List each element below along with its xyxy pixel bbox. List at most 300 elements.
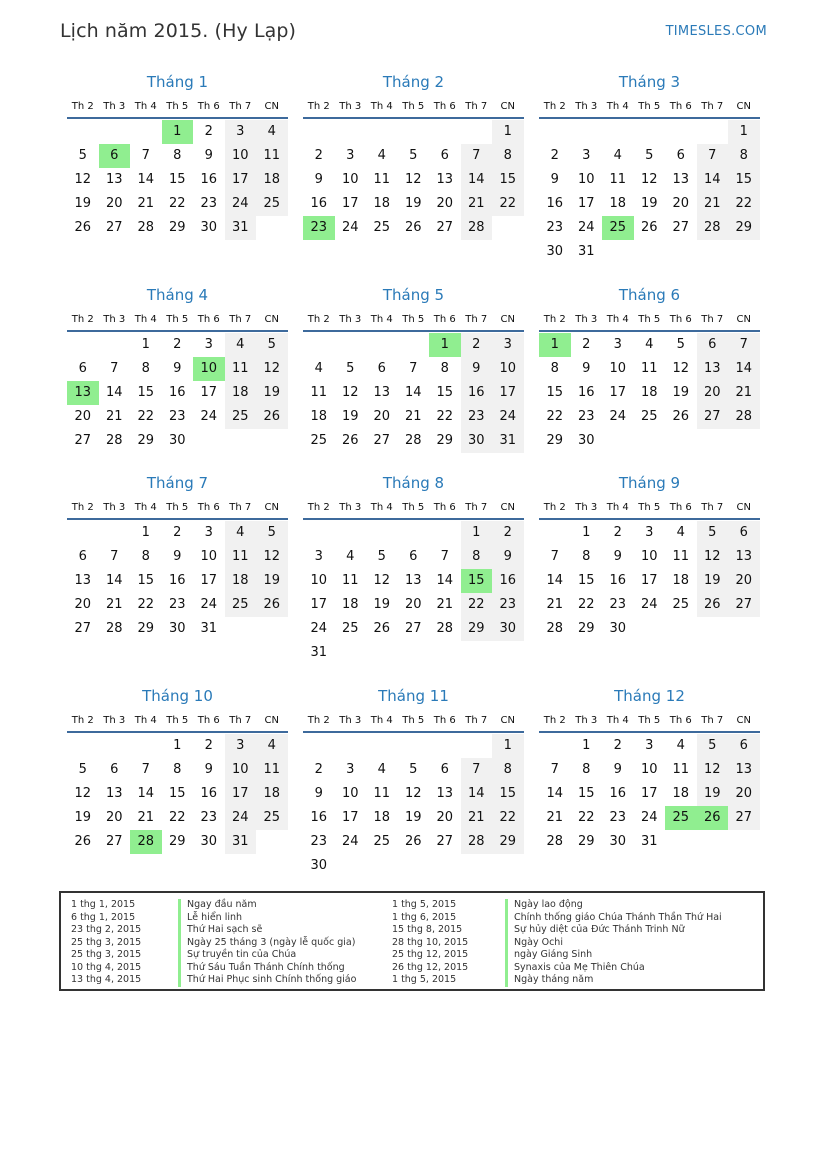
day-cell: 24: [225, 806, 257, 830]
day-cell: 10: [577, 172, 595, 187]
day-cell: 18: [640, 385, 658, 400]
holiday-day-cell: 15: [461, 569, 493, 593]
day-cell: 23: [200, 810, 218, 825]
weekday-label: Th 2: [307, 502, 330, 513]
empty-cell: [429, 521, 461, 545]
legend-date: 1 thg 1, 2015: [71, 899, 136, 910]
day-grid: [539, 120, 760, 264]
day-cell: 17: [609, 385, 627, 400]
day-cell: 23: [168, 409, 186, 424]
day-cell: 1: [492, 734, 524, 758]
legend-column-right-names: [505, 899, 722, 987]
day-cell: 13: [105, 786, 123, 801]
day-cell: 1: [492, 120, 524, 144]
day-cell: 8: [440, 361, 449, 376]
month-title: Tháng 8: [382, 474, 445, 492]
day-cell: 8: [141, 361, 150, 376]
weekday-label: Th 5: [402, 101, 425, 112]
day-cell: 8: [582, 762, 591, 777]
month-block: [303, 72, 524, 240]
day-grid: [67, 521, 288, 641]
day-cell: 24: [640, 810, 658, 825]
empty-cell: [99, 734, 131, 758]
day-cell: 29: [577, 621, 595, 636]
day-cell: 20: [697, 381, 729, 405]
legend-holiday-name: Synaxis của Mẹ Thiên Chúa: [505, 962, 722, 975]
day-cell: 27: [105, 220, 123, 235]
day-cell: 9: [550, 172, 559, 187]
legend-holiday-name: Ngay đầu năm: [178, 899, 356, 912]
weekday-label: Th 6: [433, 314, 456, 325]
day-cell: 26: [672, 409, 690, 424]
day-cell: 10: [341, 786, 359, 801]
weekday-label: CN: [736, 101, 751, 112]
day-cell: 7: [697, 144, 729, 168]
legend-column-left-names: [178, 899, 356, 987]
day-cell: 19: [74, 810, 92, 825]
day-cell: 6: [676, 148, 685, 163]
weekday-header: [303, 710, 524, 733]
day-cell: 29: [137, 433, 155, 448]
day-cell: 14: [137, 786, 155, 801]
empty-cell: [130, 734, 162, 758]
day-cell: 12: [256, 357, 288, 381]
holiday-day-cell: 1: [429, 333, 461, 357]
day-cell: 31: [492, 429, 524, 453]
day-cell: 4: [225, 521, 257, 545]
day-cell: 19: [404, 810, 422, 825]
day-cell: 17: [577, 196, 595, 211]
day-cell: 5: [645, 148, 654, 163]
day-cell: 27: [728, 806, 760, 830]
legend-date: 15 thg 8, 2015: [392, 924, 463, 935]
day-cell: 24: [310, 621, 328, 636]
day-cell: 8: [141, 549, 150, 564]
weekday-label: Th 7: [229, 715, 252, 726]
weekday-header: [303, 309, 524, 332]
page-title: Lịch năm 2015. (Hy Lạp): [60, 20, 297, 42]
day-cell: 2: [492, 521, 524, 545]
day-cell: 24: [609, 409, 627, 424]
day-cell: 12: [373, 573, 391, 588]
day-cell: 8: [550, 361, 559, 376]
weekday-label: Th 5: [638, 101, 661, 112]
day-cell: 6: [377, 361, 386, 376]
legend-holiday-name: Lễ hiển linh: [178, 912, 356, 925]
day-cell: 5: [377, 549, 386, 564]
day-cell: 2: [204, 738, 213, 753]
empty-cell: [571, 120, 603, 144]
day-cell: 22: [168, 196, 186, 211]
day-cell: 9: [204, 762, 213, 777]
day-cell: 27: [436, 834, 454, 849]
day-grid: [539, 333, 760, 453]
day-cell: 9: [204, 148, 213, 163]
day-cell: 8: [582, 549, 591, 564]
day-cell: 7: [550, 549, 559, 564]
day-cell: 19: [74, 196, 92, 211]
day-cell: 5: [697, 734, 729, 758]
day-cell: 5: [409, 762, 418, 777]
day-cell: 22: [436, 409, 454, 424]
month-block: [303, 473, 524, 665]
day-cell: 24: [225, 192, 257, 216]
day-cell: 22: [168, 810, 186, 825]
day-cell: 2: [204, 124, 213, 139]
day-cell: 4: [613, 148, 622, 163]
day-cell: 14: [105, 573, 123, 588]
month-block: [67, 285, 288, 453]
empty-cell: [634, 120, 666, 144]
day-cell: 4: [645, 337, 654, 352]
day-cell: 1: [582, 525, 591, 540]
day-cell: 13: [436, 786, 454, 801]
weekday-label: Th 2: [71, 101, 94, 112]
empty-cell: [398, 120, 430, 144]
day-cell: 20: [373, 409, 391, 424]
day-cell: 11: [256, 144, 288, 168]
day-cell: 14: [697, 168, 729, 192]
day-cell: 23: [577, 409, 595, 424]
day-cell: 17: [341, 810, 359, 825]
site-logo[interactable]: TIMESLES.COM: [665, 24, 767, 39]
weekday-label: CN: [736, 314, 751, 325]
day-cell: 15: [577, 786, 595, 801]
day-cell: 1: [728, 120, 760, 144]
legend-holiday-name: Chính thống giáo Chúa Thánh Thần Thứ Hai: [505, 912, 722, 925]
empty-cell: [697, 120, 729, 144]
day-cell: 3: [314, 549, 323, 564]
day-cell: 17: [640, 786, 658, 801]
empty-cell: [67, 521, 99, 545]
day-cell: 14: [461, 782, 493, 806]
day-cell: 8: [492, 144, 524, 168]
day-cell: 13: [74, 573, 92, 588]
legend-holiday-name: Ngày lao động: [505, 899, 722, 912]
day-cell: 12: [256, 545, 288, 569]
weekday-label: Th 2: [71, 314, 94, 325]
day-cell: 20: [74, 409, 92, 424]
weekday-label: Th 4: [134, 101, 157, 112]
day-cell: 23: [168, 597, 186, 612]
day-cell: 19: [256, 381, 288, 405]
day-cell: 16: [492, 569, 524, 593]
day-cell: 20: [728, 782, 760, 806]
holiday-day-cell: 25: [602, 216, 634, 240]
day-cell: 21: [461, 192, 493, 216]
day-cell: 11: [225, 357, 257, 381]
day-cell: 20: [74, 597, 92, 612]
month-title: Tháng 11: [378, 687, 449, 705]
legend-holiday-name: Ngày tháng năm: [505, 974, 722, 987]
day-cell: 5: [697, 521, 729, 545]
weekday-label: Th 2: [71, 502, 94, 513]
weekday-label: Th 7: [229, 314, 252, 325]
weekday-label: Th 6: [669, 101, 692, 112]
day-cell: 2: [173, 525, 182, 540]
day-cell: 21: [137, 196, 155, 211]
legend-date: 10 thg 4, 2015: [71, 961, 142, 973]
holiday-day-cell: 13: [67, 381, 99, 405]
day-cell: 27: [697, 405, 729, 429]
day-cell: 7: [409, 361, 418, 376]
month-title: Tháng 5: [382, 286, 445, 304]
day-cell: 2: [461, 333, 493, 357]
day-cell: 10: [341, 172, 359, 187]
legend-holiday-name: Sự truyền tin của Chúa: [178, 949, 356, 962]
day-cell: 6: [78, 361, 87, 376]
day-cell: 26: [373, 621, 391, 636]
weekday-label: Th 6: [669, 314, 692, 325]
day-cell: 30: [168, 433, 186, 448]
day-cell: 28: [461, 216, 493, 240]
day-cell: 12: [697, 545, 729, 569]
empty-cell: [335, 734, 367, 758]
day-cell: 22: [461, 593, 493, 617]
day-cell: 9: [492, 545, 524, 569]
weekday-label: Th 3: [103, 314, 126, 325]
weekday-header: [67, 497, 288, 520]
legend-holiday-name: Thứ Sáu Tuần Thánh Chính thống: [178, 962, 356, 975]
day-cell: 25: [256, 806, 288, 830]
day-grid: [67, 120, 288, 240]
day-cell: 27: [728, 593, 760, 617]
day-cell: 4: [377, 148, 386, 163]
day-cell: 15: [137, 385, 155, 400]
day-cell: 16: [200, 172, 218, 187]
day-cell: 7: [550, 762, 559, 777]
day-cell: 1: [173, 738, 182, 753]
day-cell: 21: [105, 597, 123, 612]
day-cell: 9: [613, 762, 622, 777]
weekday-label: Th 3: [339, 314, 362, 325]
day-cell: 28: [137, 220, 155, 235]
day-cell: 24: [200, 409, 218, 424]
day-cell: 21: [697, 192, 729, 216]
weekday-label: Th 7: [465, 314, 488, 325]
day-cell: 28: [105, 433, 123, 448]
day-grid: [67, 734, 288, 854]
day-cell: 2: [550, 148, 559, 163]
day-cell: 7: [440, 549, 449, 564]
day-cell: 27: [74, 433, 92, 448]
weekday-label: CN: [500, 502, 515, 513]
day-cell: 18: [225, 569, 257, 593]
day-cell: 28: [461, 830, 493, 854]
day-cell: 24: [492, 405, 524, 429]
day-cell: 10: [200, 549, 218, 564]
day-cell: 25: [373, 834, 391, 849]
legend-holiday-name: Sự hủy diệt của Đức Thánh Trinh Nữ: [505, 924, 722, 937]
day-cell: 6: [409, 549, 418, 564]
empty-cell: [665, 120, 697, 144]
month-title: Tháng 7: [146, 474, 209, 492]
month-block: [539, 473, 760, 641]
weekday-label: CN: [264, 314, 279, 325]
day-cell: 29: [728, 216, 760, 240]
day-cell: 7: [461, 144, 493, 168]
day-cell: 7: [141, 148, 150, 163]
day-cell: 10: [492, 357, 524, 381]
day-cell: 30: [577, 433, 595, 448]
day-cell: 3: [613, 337, 622, 352]
month-title: Tháng 4: [146, 286, 209, 304]
day-cell: 16: [609, 786, 627, 801]
weekday-label: Th 6: [433, 101, 456, 112]
weekday-header: [303, 497, 524, 520]
day-cell: 26: [341, 433, 359, 448]
legend-date: 26 thg 12, 2015: [392, 961, 469, 973]
day-cell: 20: [105, 810, 123, 825]
day-cell: 24: [640, 597, 658, 612]
legend-date: 1 thg 5, 2015: [392, 899, 457, 910]
empty-cell: [67, 333, 99, 357]
holiday-day-cell: 28: [130, 830, 162, 854]
day-cell: 31: [225, 216, 257, 240]
weekday-label: Th 6: [433, 715, 456, 726]
day-cell: 12: [74, 172, 92, 187]
day-cell: 2: [613, 738, 622, 753]
weekday-label: Th 7: [229, 502, 252, 513]
day-cell: 22: [137, 409, 155, 424]
day-cell: 1: [141, 525, 150, 540]
day-cell: 9: [613, 549, 622, 564]
day-cell: 6: [728, 521, 760, 545]
legend-date: 25 thg 3, 2015: [71, 936, 142, 948]
day-cell: 12: [697, 758, 729, 782]
holiday-day-cell: 23: [303, 216, 335, 240]
month-block: [67, 72, 288, 240]
day-cell: 8: [728, 144, 760, 168]
weekday-label: Th 3: [339, 715, 362, 726]
weekday-label: Th 3: [103, 715, 126, 726]
day-cell: 3: [204, 337, 213, 352]
weekday-label: Th 5: [402, 502, 425, 513]
day-cell: 8: [492, 758, 524, 782]
day-cell: 6: [697, 333, 729, 357]
month-title: Tháng 1: [146, 73, 209, 91]
day-cell: 30: [492, 617, 524, 641]
day-cell: 19: [341, 409, 359, 424]
weekday-header: [303, 96, 524, 119]
month-block: [539, 72, 760, 264]
legend-holiday-name: Thứ Hai Phục sinh Chính thống giáo: [178, 974, 356, 987]
day-cell: 27: [436, 220, 454, 235]
day-cell: 26: [256, 593, 288, 617]
empty-cell: [130, 120, 162, 144]
day-cell: 20: [672, 196, 690, 211]
day-cell: 29: [546, 433, 564, 448]
day-cell: 14: [404, 385, 422, 400]
day-cell: 29: [461, 617, 493, 641]
day-cell: 7: [141, 762, 150, 777]
weekday-label: Th 6: [197, 101, 220, 112]
day-cell: 12: [672, 361, 690, 376]
day-cell: 9: [314, 172, 323, 187]
empty-cell: [398, 333, 430, 357]
day-cell: 15: [492, 782, 524, 806]
empty-cell: [398, 521, 430, 545]
day-cell: 25: [256, 192, 288, 216]
day-cell: 30: [609, 621, 627, 636]
day-cell: 11: [640, 361, 658, 376]
day-cell: 12: [640, 172, 658, 187]
weekday-label: Th 3: [575, 715, 598, 726]
day-grid: [539, 521, 760, 641]
day-cell: 17: [225, 168, 257, 192]
day-cell: 14: [461, 168, 493, 192]
day-cell: 2: [314, 762, 323, 777]
day-cell: 10: [640, 762, 658, 777]
day-cell: 13: [728, 545, 760, 569]
weekday-label: Th 4: [370, 715, 393, 726]
day-cell: 2: [314, 148, 323, 163]
day-cell: 5: [676, 337, 685, 352]
day-cell: 9: [582, 361, 591, 376]
day-cell: 26: [640, 220, 658, 235]
day-cell: 27: [74, 621, 92, 636]
empty-cell: [398, 734, 430, 758]
day-cell: 8: [461, 545, 493, 569]
day-cell: 2: [582, 337, 591, 352]
empty-cell: [539, 120, 571, 144]
day-cell: 23: [461, 405, 493, 429]
day-grid: [303, 734, 524, 878]
day-cell: 16: [609, 573, 627, 588]
day-cell: 11: [256, 758, 288, 782]
day-cell: 30: [200, 220, 218, 235]
day-cell: 6: [728, 734, 760, 758]
empty-cell: [429, 120, 461, 144]
day-cell: 10: [310, 573, 328, 588]
day-cell: 13: [728, 758, 760, 782]
day-cell: 24: [341, 220, 359, 235]
weekday-label: Th 4: [606, 715, 629, 726]
day-cell: 29: [492, 830, 524, 854]
day-cell: 26: [404, 220, 422, 235]
day-cell: 30: [168, 621, 186, 636]
day-cell: 30: [200, 834, 218, 849]
day-cell: 24: [577, 220, 595, 235]
day-grid: [67, 333, 288, 453]
empty-cell: [366, 734, 398, 758]
day-cell: 31: [640, 834, 658, 849]
day-cell: 19: [697, 569, 729, 593]
weekday-header: [67, 96, 288, 119]
weekday-label: Th 2: [543, 502, 566, 513]
weekday-label: Th 4: [370, 502, 393, 513]
day-cell: 18: [341, 597, 359, 612]
empty-cell: [366, 521, 398, 545]
day-cell: 8: [173, 148, 182, 163]
day-cell: 26: [256, 405, 288, 429]
weekday-label: Th 5: [166, 715, 189, 726]
weekday-label: Th 5: [166, 101, 189, 112]
day-cell: 9: [173, 549, 182, 564]
month-title: Tháng 6: [618, 286, 681, 304]
weekday-label: Th 6: [197, 314, 220, 325]
day-cell: 31: [310, 645, 328, 660]
day-cell: 16: [461, 381, 493, 405]
day-cell: 19: [256, 569, 288, 593]
day-cell: 6: [110, 762, 119, 777]
day-cell: 21: [546, 597, 564, 612]
holiday-day-cell: 26: [697, 806, 729, 830]
weekday-label: Th 4: [606, 101, 629, 112]
legend-date: 6 thg 1, 2015: [71, 911, 136, 923]
day-cell: 28: [697, 216, 729, 240]
legend-date: 25 thg 3, 2015: [71, 949, 142, 960]
